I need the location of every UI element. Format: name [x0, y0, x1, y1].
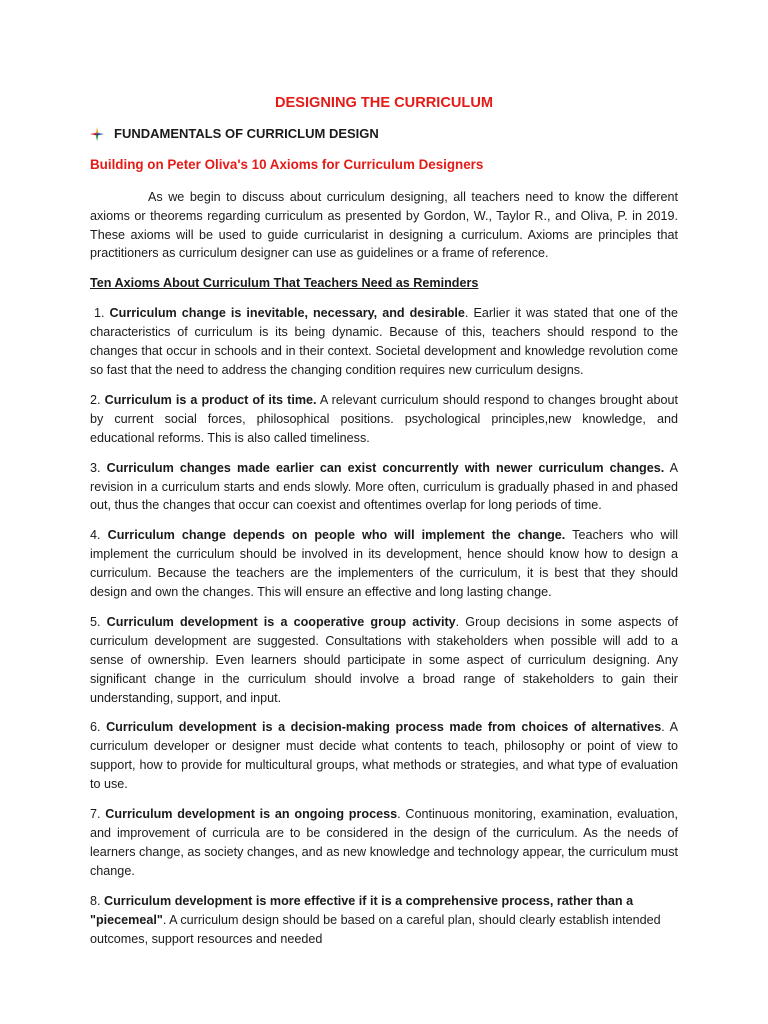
axiom-number: 5. [90, 614, 101, 629]
axiom-explanation: . A curriculum design should be based on a careful plan, should clearly establish intended outcomes, support resources and needed [90, 912, 661, 946]
axiom-explanation: . Earlier it was stated that one of the characteristics of curriculum is its being dynamic. Because of this, teachers should respond to the changes that occur in schools and in their context. Societal development and knowledge revolution come so fast that the need to address the changing condition requires new curriculum designs. [90, 306, 679, 377]
axiom-statement: Curriculum change depends on people who will implement the change. [107, 528, 566, 543]
axiom-paragraph [90, 892, 678, 949]
axiom-paragraph [90, 805, 678, 881]
document-title: DESIGNING THE CURRICULUM [274, 95, 494, 111]
section-subheading [90, 125, 678, 144]
axioms-heading: Building on Peter Oliva's 10 Axioms for Curriculum Designers [90, 156, 484, 172]
axiom-paragraph [90, 526, 678, 602]
axiom-number: 7. [90, 807, 101, 822]
axiom-paragraph [90, 613, 678, 708]
axiom-paragraph [90, 718, 678, 794]
axiom-explanation: . A curriculum developer or designer must decide what contents to teach, philosophy or point of view to support, how to provide for multicultural groups, what methods or strategies, and what type of evaluation to use. [90, 720, 679, 792]
axiom-paragraph [90, 304, 678, 380]
axiom-statement: Curriculum development is a cooperative group activity [106, 614, 456, 629]
axiom-statement: Curriculum changes made earlier can exist concurrently with newer curriculum changes. [106, 460, 665, 475]
axiom-number: 2. [90, 392, 101, 407]
axiom-explanation: A relevant curriculum should respond to changes brought about by current social forces, philosophical positions. psychological principles,new knowledge, and educational reforms. This is also called timeliness. [90, 392, 678, 445]
subheading-text: FUNDAMENTALS OF CURRICLUM DESIGN [114, 125, 379, 141]
axiom-paragraph [90, 459, 678, 516]
compass-star-bullet-icon [90, 127, 104, 141]
axiom-number: 4. [90, 528, 101, 543]
axiom-statement: Curriculum change is inevitable, necessary, and desirable [109, 306, 465, 321]
axiom-explanation: Teachers who will implement the curriculum should be involved in its development, hence should know how to design a curriculum. Because the teachers are the implementers of the curriculum, it is best that they should design and own the changes. This will ensure an effective and long lasting change. [90, 528, 679, 600]
axiom-explanation: . Group decisions in some aspects of curriculum development are suggested. Consultations with stakeholders when possible will add to a sense of ownership. Even learners should participate in some aspect of curriculum designing. Any significant change in the curriculum should involve a broad range of stakeholders to gain their understanding, support, and input. [90, 614, 679, 705]
axiom-statement: Curriculum development is more effective if it is a comprehensive process, rather than a "piecemeal" [90, 893, 634, 927]
axiom-explanation: . Continuous monitoring, examination, evaluation, and improvement of curricula are to be considered in the design of the curriculum. As the needs of learners change, as society changes, and as new knowledge and technology appear, the curriculum must change. [90, 807, 678, 878]
axioms-list-heading: Ten Axioms About Curriculum That Teachers Need as Reminders [90, 276, 479, 291]
axiom-statement: Curriculum development is a decision-making process made from choices of alternatives [106, 720, 662, 735]
axiom-paragraph [90, 391, 678, 448]
axiom-statement: Curriculum is a product of its time. [104, 392, 317, 407]
intro-paragraph: As we begin to discuss about curriculum designing, all teachers need to know the different axioms or theorems regarding curriculum as presented by Gordon, W., Taylor R., and Oliva, P. in 2019. These axioms will be used to guide curricularist in designing a curriculum. Axioms are principles that practitioners as curriculum designer can use as guidelines or a frame of reference. [90, 189, 678, 261]
axiom-number: 8. [90, 893, 101, 908]
axiom-statement: Curriculum development is an ongoing process [105, 807, 398, 822]
axiom-number: 1. [94, 306, 105, 321]
axiom-number: 6. [90, 720, 101, 735]
axiom-number: 3. [90, 460, 101, 475]
axiom-explanation: A revision in a curriculum starts and ends slowly. More often, curriculum is gradually phased in and phased out, thus the changes that occur can coexist and oftentimes overlap for long periods of time. [90, 460, 678, 513]
